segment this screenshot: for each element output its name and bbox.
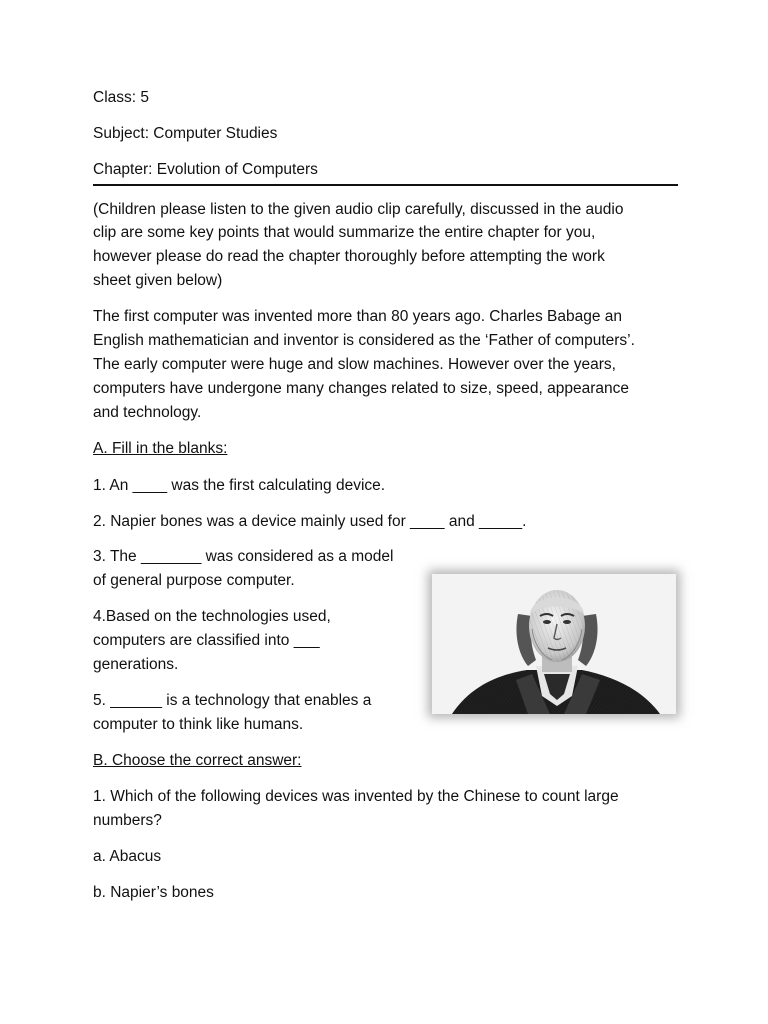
question-a1: 1. An ____ was the first calculating device. xyxy=(93,477,386,494)
question-a3-line: 3. The _______ was considered as a model xyxy=(93,548,394,565)
option-a: a. Abacus xyxy=(93,848,162,865)
instructions-line: clip are some key points that would summarize the entire chapter for you, xyxy=(93,224,596,241)
chapter-label: Chapter: Evolution of Computers xyxy=(93,161,318,178)
intro-line: computers have undergone many changes related to size, speed, appearance xyxy=(93,380,629,397)
class-label: Class: 5 xyxy=(93,89,149,106)
question-a5-line: 5. ______ is a technology that enables a xyxy=(93,692,372,709)
section-b-title: B. Choose the correct answer: xyxy=(93,752,302,769)
instructions-line: (Children please listen to the given audio clip carefully, discussed in the audio xyxy=(93,201,624,218)
intro-line: The first computer was invented more than 80 years ago. Charles Babage an xyxy=(93,308,623,325)
question-a5-line: computer to think like humans. xyxy=(93,716,304,733)
question-a2: 2. Napier bones was a device mainly used for ____ and _____. xyxy=(93,513,527,530)
intro-line: and technology. xyxy=(93,404,202,421)
subject-label: Subject: Computer Studies xyxy=(93,125,278,142)
question-a4-line: 4.Based on the technologies used, xyxy=(93,608,331,625)
question-b1-line: 1. Which of the following devices was invented by the Chinese to count large xyxy=(93,788,619,805)
intro-line: The early computer were huge and slow machines. However over the years, xyxy=(93,356,616,373)
option-b: b. Napier’s bones xyxy=(93,884,214,901)
section-a-title: A. Fill in the blanks: xyxy=(93,440,228,457)
instructions-line: sheet given below) xyxy=(93,272,223,289)
portrait-image xyxy=(432,574,676,714)
question-a4-line: computers are classified into ___ xyxy=(93,632,320,649)
intro-line: English mathematician and inventor is considered as the ‘Father of computers’. xyxy=(93,332,635,349)
header-divider xyxy=(93,184,678,186)
question-a3-line: of general purpose computer. xyxy=(93,572,295,589)
question-b1-line: numbers? xyxy=(93,812,162,829)
portrait-icon xyxy=(432,574,676,714)
instructions-line: however please do read the chapter thoroughly before attempting the work xyxy=(93,248,605,265)
question-a4-line: generations. xyxy=(93,656,179,673)
